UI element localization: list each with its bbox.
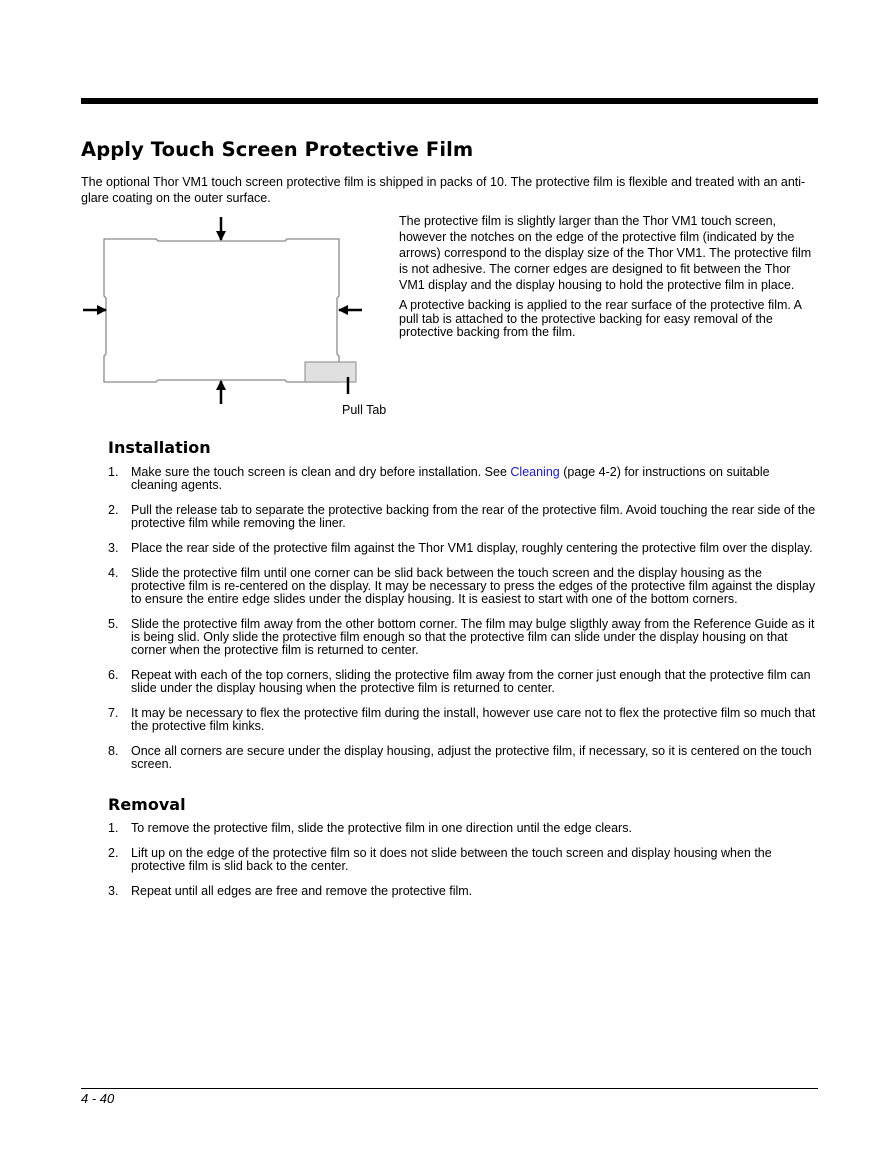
list-item [108,504,816,530]
step-text: Pull the release tab to separate the protective backing from the rear of the protective film. Avoid touching the rear side of the protective film while removing the liner. [131,502,816,531]
step-text: Slide the protective film until one corner can be slid back between the touch screen and the display housing as the protective film is re-centered on the display. It may be necessary to press the edges of the protective film against the display to ensure the entire edge slides under the display housing. It is easiest to start with one of the bottom corners. [131,565,816,606]
installation-heading: Installation [108,438,211,457]
protective-film-diagram [80,214,395,424]
step-text: Make sure the touch screen is clean and dry before installation. See Cleaning (page 4-2) for instructions on suitable cleaning agents. [131,465,770,493]
step-text: Repeat with each of the top corners, sliding the protective film away from the corner just enough that the protective film can slide under the display housing when the protective film is returned to center. [131,667,811,695]
top-rule [81,98,818,104]
list-item [108,822,816,835]
step-text: It may be necessary to flex the protective film during the install, however use care not to flex the protective film so much that the protective film kinks. [131,705,816,733]
removal-steps [108,822,816,909]
step-number: 1. [108,821,119,835]
step-number: 4. [108,565,119,580]
page-title: Apply Touch Screen Protective Film [81,138,474,161]
pull-tab-label: Pull Tab [342,403,387,417]
step-text: Repeat until all edges are free and remove the protective film. [131,883,473,898]
intro-paragraph: The optional Thor VM1 touch screen protective film is shipped in packs of 10. The protective film is flexible and treated with an anti-glare coating on the outer surface. [81,175,806,205]
list-item [108,669,816,695]
list-item [108,567,816,607]
step-text: Slide the protective film away from the other bottom corner. The film may bulge sligthly away from the Reference Guide as it is being slid. Only slide the protective film enough so that the protective film can slide under the display housing on that corner when the protective film is returned to center. [131,616,815,658]
step-number: 2. [108,845,119,860]
removal-heading: Removal [108,795,186,814]
step-text: Place the rear side of the protective film against the Thor VM1 display, roughly centering the protective film over the display. [131,540,813,555]
list-item [108,618,816,658]
step-text: Lift up on the edge of the protective film so it does not slide between the touch screen and display housing when the protective film is slid back to the center. [131,845,772,873]
film-outline-graphic [80,214,395,424]
description-paragraph: A protective backing is applied to the rear surface of the protective film. A pull tab is attached to the protective backing for easy removal of the protective backing from the film. [399,298,802,339]
step-text: Once all corners are secure under the display housing, adjust the protective film, if necessary, so it is centered on the touch screen. [131,743,812,771]
film-description [399,213,817,340]
step-number: 7. [108,705,119,720]
step-number: 5. [108,616,119,631]
step-number: 2. [108,502,119,517]
list-item [108,707,816,733]
step-text: To remove the protective film, slide the protective film in one direction until the edge clears. [131,821,632,835]
film-outline [104,239,339,382]
list-item [108,745,816,771]
list-item [108,542,816,555]
list-item [108,847,816,873]
list-item [108,885,816,898]
step-number: 3. [108,540,119,555]
footer-rule [81,1088,818,1089]
list-item [108,466,816,492]
step-number: 8. [108,743,119,758]
description-paragraph: The protective film is slightly larger than the Thor VM1 touch screen, however the notches on the edge of the protective film (indicated by the arrows) correspond to the display size of the Thor VM1. The protective film is not adhesive. The corner edges are designed to fit between the Thor VM1 display and the display housing to hold the protective film in place. [399,214,812,292]
cleaning-link[interactable]: Cleaning [510,465,560,479]
installation-steps [108,466,816,782]
step-number: 1. [108,465,119,479]
page-number: 4 - 40 [81,1091,115,1106]
step-number: 3. [108,883,119,898]
step-number: 6. [108,667,119,682]
